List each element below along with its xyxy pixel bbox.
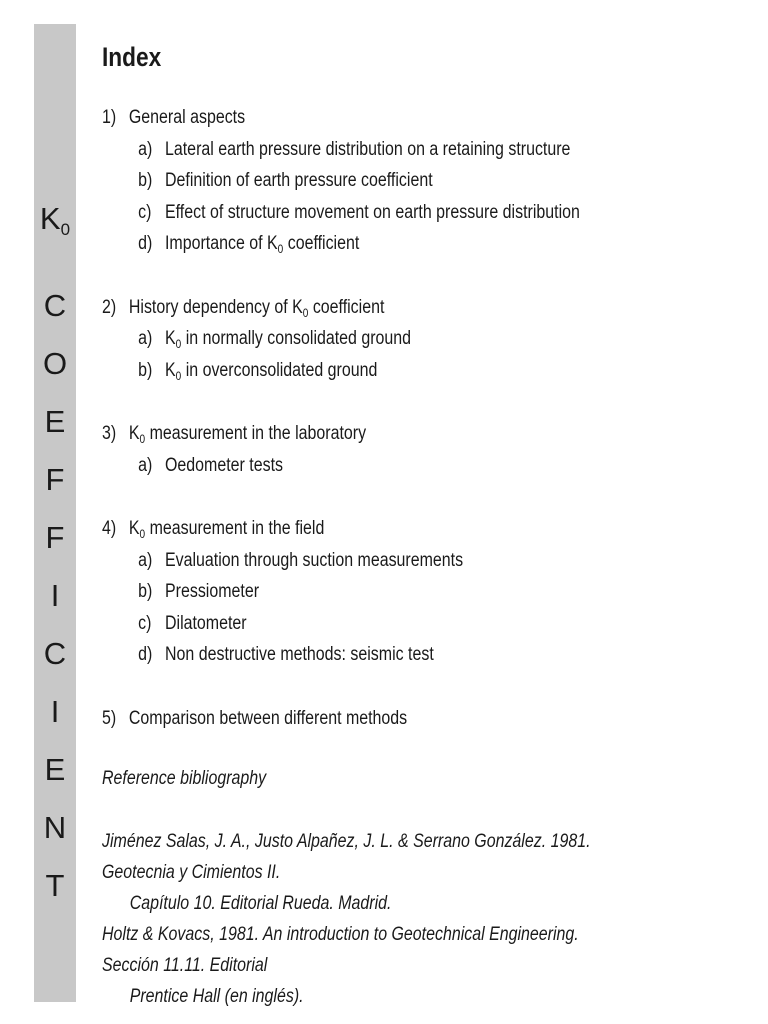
reference-line: Prentice Hall (en inglés).: [129, 986, 304, 1007]
reference-item: [102, 826, 623, 919]
list-item: b) $K_0$ in overconsolidated ground: [138, 359, 378, 383]
sidebar-letter: C: [43, 636, 67, 671]
reference-line: Jiménez Salas, J. A., Justo Alpañez, J. L. & Serrano González. 1981. Geotecnia y Cimientos II.: [102, 831, 591, 883]
sidebar-letter: E: [44, 404, 66, 439]
list-item: a) Evaluation through suction measurements: [138, 549, 464, 571]
list-item: b) Definition of earth pressure coefficient: [138, 170, 433, 191]
list-item: c) Dilatometer: [138, 612, 247, 634]
references-title: Reference bibliography: [102, 768, 267, 789]
sidebar-letter: O: [42, 346, 68, 381]
sidebar-letter: F: [45, 520, 65, 555]
section-heading: 2) History dependency of $K_0$ coefficient: [102, 296, 385, 320]
sidebar-letter: C: [43, 288, 67, 323]
page-title: Index: [102, 42, 162, 72]
sidebar-letter: I: [50, 578, 60, 613]
sidebar-letter: E: [44, 752, 66, 787]
section-heading: 4) $K_0$ measurement in the field: [102, 518, 325, 541]
sidebar-letter: F: [45, 462, 65, 497]
reference-item: [102, 919, 623, 1012]
list-item: d) Importance of $K_0$ coefficient: [138, 233, 360, 256]
page-content: [102, 38, 623, 1012]
list-item: a) $K_0$ in normally consolidated ground: [138, 328, 412, 351]
reference-line: Capítulo 10. Editorial Rueda. Madrid.: [129, 893, 392, 914]
sidebar-letter: N: [43, 810, 67, 845]
list-item: a) Lateral earth pressure distribution on a retaining structure: [138, 138, 571, 160]
list-item: a) Oedometer tests: [138, 454, 283, 476]
sidebar-letter: I: [50, 694, 60, 729]
list-item: c) Effect of structure movement on earth pressure distribution: [138, 201, 580, 223]
list-item: b) Pressiometer: [138, 581, 260, 602]
sidebar-letter: T: [45, 868, 65, 903]
section-heading: 3) $K_0$ measurement in the laboratory: [102, 423, 367, 446]
list-item: d) Non destructive methods: seismic test: [138, 644, 434, 665]
section-heading: 1) General aspects: [102, 107, 246, 128]
reference-line: Holtz & Kovacs, 1981. An introduction to Geotechnical Engineering. Sección 11.11. Editorial: [102, 924, 579, 976]
sidebar-title: [34, 190, 76, 915]
section-heading: 5) Comparison between different methods: [102, 707, 408, 729]
sidebar: [34, 24, 76, 1002]
sidebar-k0: $K_0$: [39, 201, 71, 239]
index-list: [102, 102, 623, 734]
